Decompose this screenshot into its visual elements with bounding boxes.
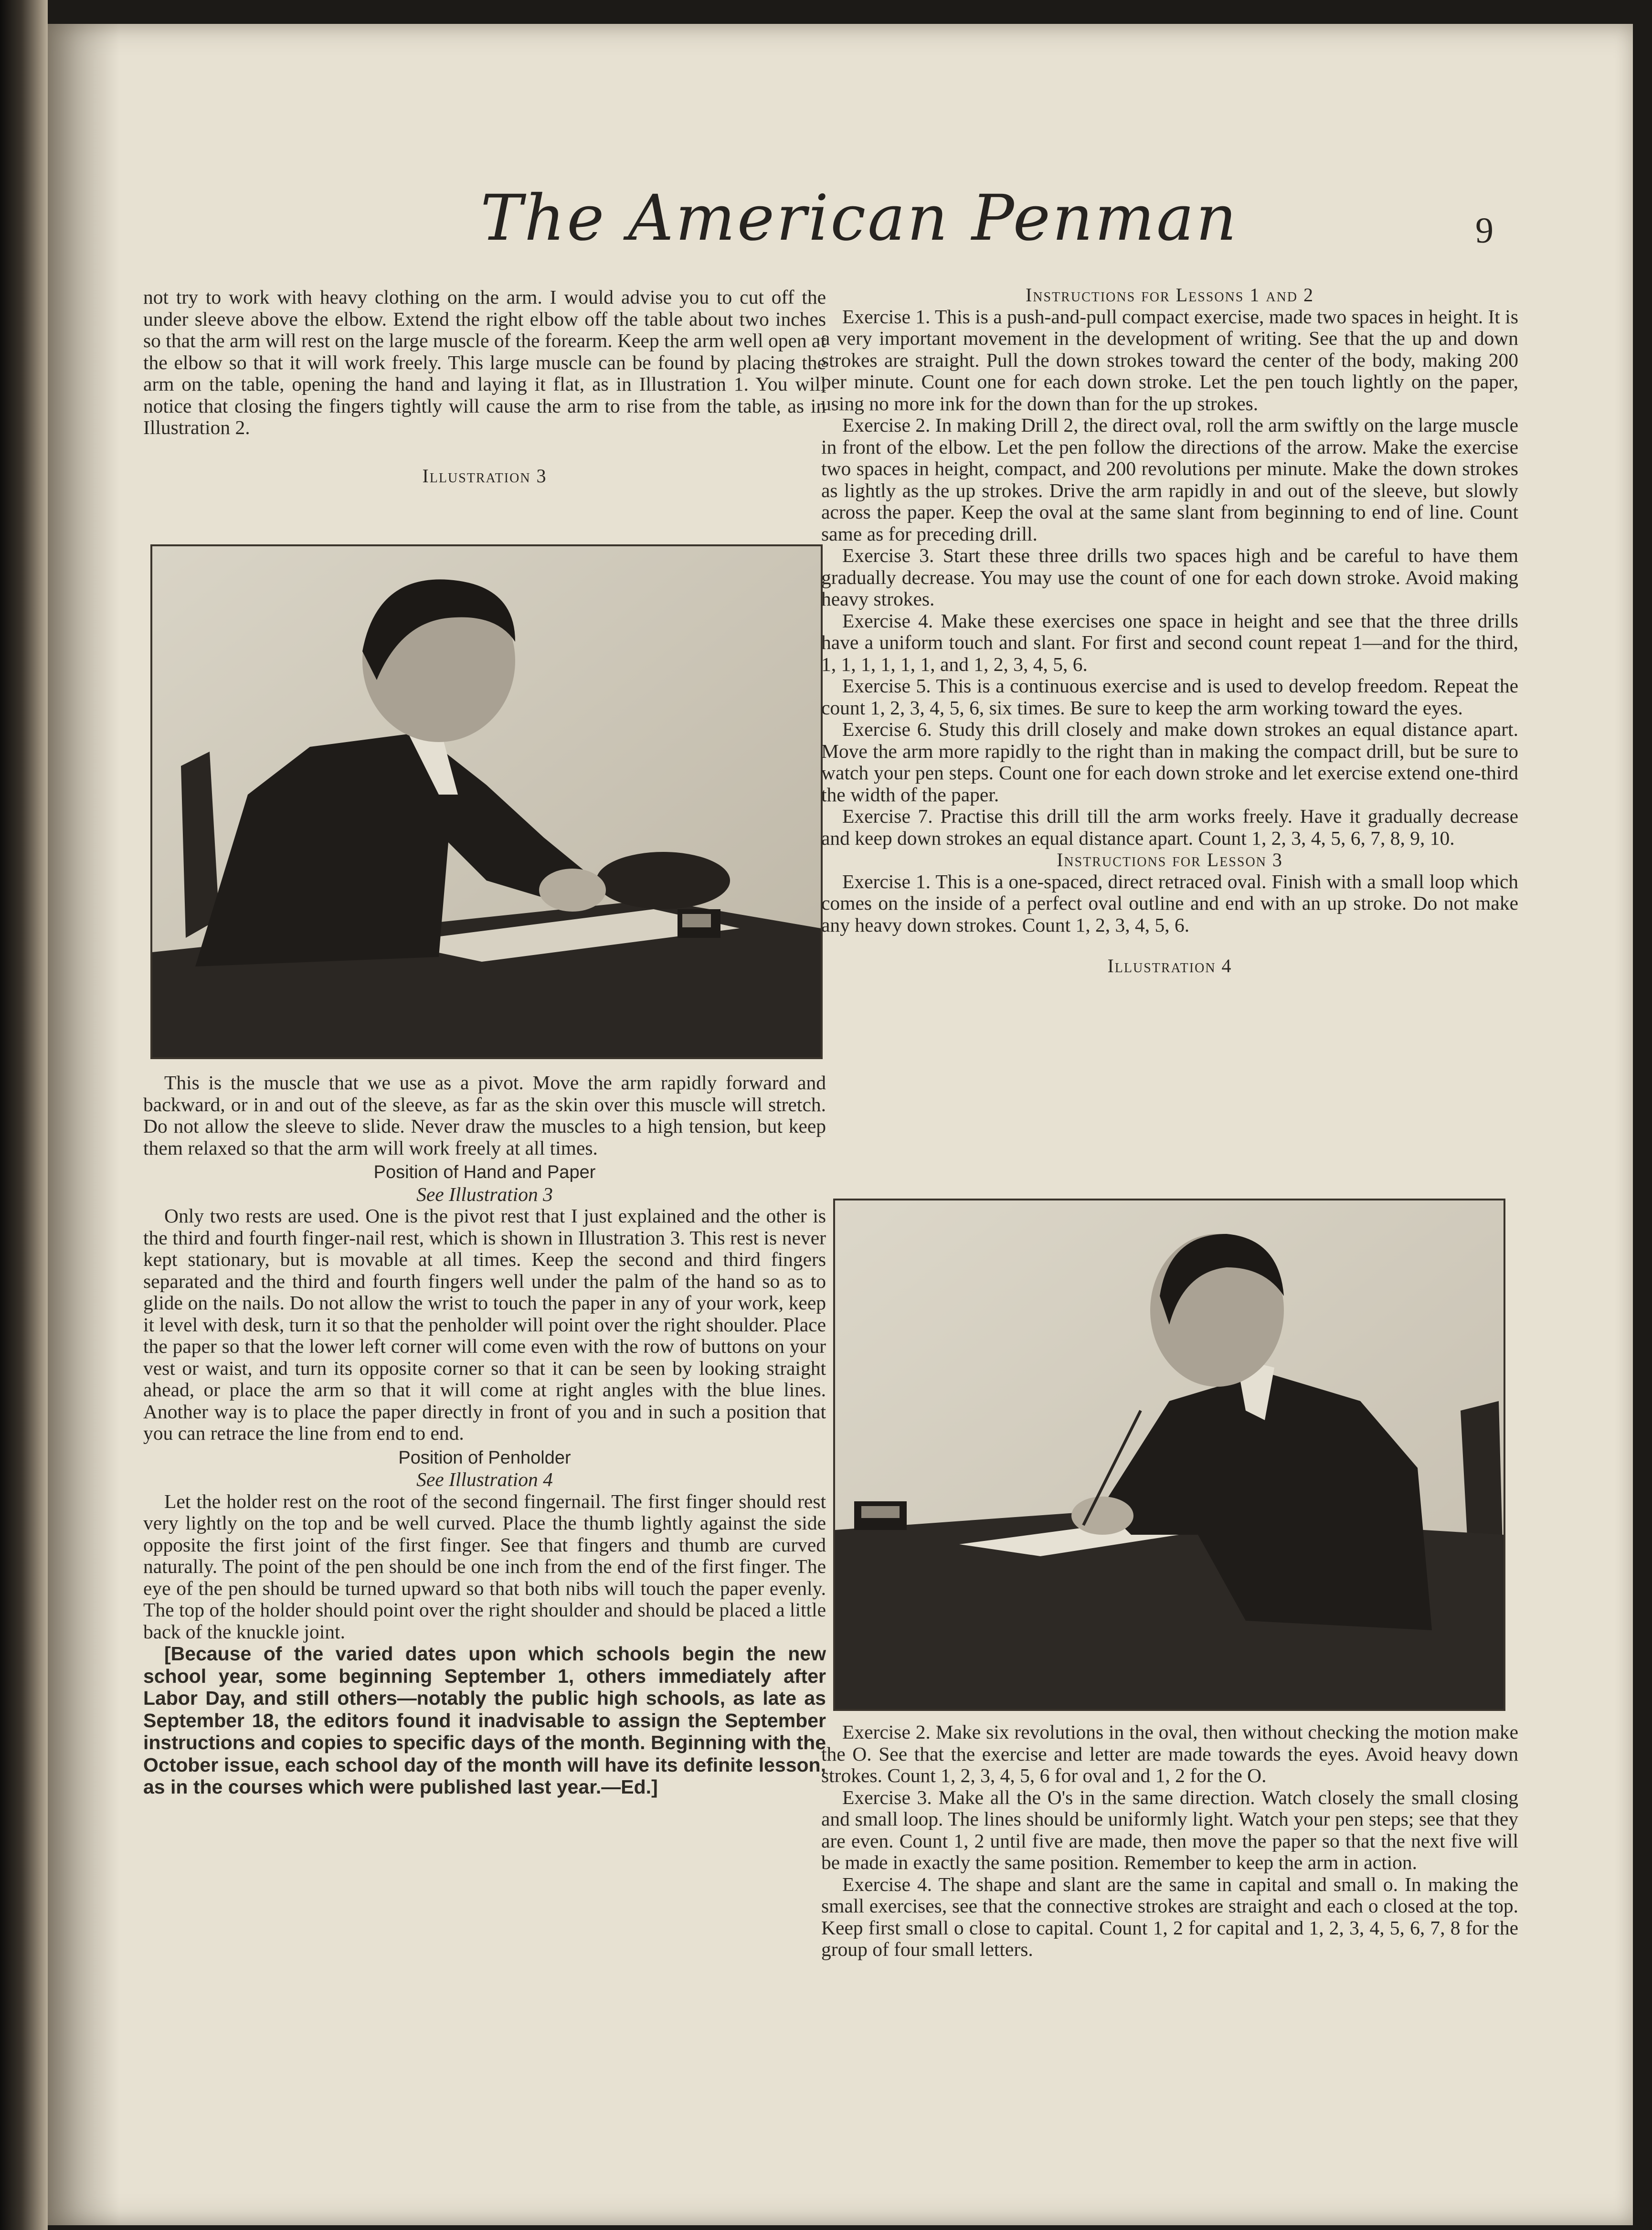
see-illustration-4: See Illustration 4 (416, 1468, 553, 1490)
heading-lessons-1-2: Instructions for Lessons 1 and 2 (1025, 284, 1314, 306)
exercise-1-paragraph: Exercise 1. This is a push-and-pull compact exercise, made two spaces in height. It is a very important movement in the development of writing. See that the up and down strokes are straight. Pull the down strokes toward the center of the body, making 200 per minute. Count one for each down stroke. Let the pen touch lightly on the paper, using no more ink for the down than for the up strokes. (821, 305, 1518, 414)
hand-paper-paragraph: Only two rests are used. One is the pivot rest that I just explained and the other is the third and fourth finger-nail rest, which is shown in Illustration 3. This rest is never kept stationary, but is movable at all times. Keep the second and third fingers separated and the third and fourth fingers well under the palm of the hand so as to glide on the nails. Do not allow the wrist to touch the paper in any of your work, keep it level with desk, turn it so that the penholder will point over the right shoulder. Place the paper so that the lower left corner will come even with the row of buttons on your vest or waist, and turn its opposite corner so that it can be seen by looking straight ahead, or place the arm so that it will come at right angles with the blue lines. Another way is to place the paper directly in front of you and in such a position that you can retrace the line from end to end. (143, 1205, 826, 1444)
penholder-paragraph: Let the holder rest on the root of the second fingernail. The first finger should rest very lightly on the top and be well curved. Place the thumb lightly against the side opposite the first joint of the first finger. See that fingers and thumb are curved naturally. The point of the pen should be one inch from the end of the first finger. The eye of the pen should be turned upward so that both nibs will touch the paper evenly. The top of the holder should point over the right shoulder and should be placed a little back of the knuckle joint. (143, 1490, 826, 1643)
right-column-lower (821, 1721, 1518, 1961)
lesson3-exercise-4-paragraph: Exercise 4. The shape and slant are the same in capital and small o. In making the small exercises, see that the connective strokes are straight and each o closed at the top. Keep first small o close to capital. Count 1, 2 for capital and 1, 2, 3, 4, 5, 6, 7, 8 for the group of four small letters. (821, 1873, 1518, 1960)
section-heading-hand-paper: Position of Hand and Paper (373, 1162, 596, 1182)
intro-paragraph: not try to work with heavy clothing on the arm. I would advise you to cut off the under sleeve above the elbow. Extend the right elbow off the table about two inches so that the arm will rest on the large muscle of the forearm. Keep the arm well open at the elbow so that it will work freely. This large muscle can be found by placing the arm on the table, opening the hand and laying it flat, as in Illustration 1. You will notice that closing the fingers tightly will cause the arm to rise from the table, as in Illustration 2. (143, 286, 826, 438)
see-illustration-3: See Illustration 3 (416, 1183, 553, 1205)
left-column-intro (143, 287, 826, 487)
page-edge-shadow (48, 24, 119, 2225)
illustration-4-label: Illustration 4 (1107, 955, 1232, 977)
illustration-3-label: Illustration 3 (422, 465, 547, 487)
editor-note: [Because of the varied dates upon which schools begin the new school year, some beginning September 1, others immediately after Labor Day, and still others—notably the public high schools, as late as September 18, the editors found it inadvisable to assign the September instructions and copies to specific days of the month. Beginning with the October issue, each school day of the month will have its definite lesson, as in the courses which were published last year.—Ed.] (143, 1643, 826, 1798)
exercise-7-paragraph: Exercise 7. Practise this drill till the arm works freely. Have it gradually decrease and keep down strokes an equal distance apart. Count 1, 2, 3, 4, 5, 6, 7, 8, 9, 10. (821, 805, 1518, 849)
illustration-3-photo (150, 544, 823, 1059)
exercise-5-paragraph: Exercise 5. This is a continuous exercise and is used to develop freedom. Repeat the count 1, 2, 3, 4, 5, 6, six times. Be sure to keep the arm working toward the eyes. (821, 675, 1518, 719)
exercise-3-paragraph: Exercise 3. Start these three drills two spaces high and be careful to have them gradually decrease. You may use the count of one for each down stroke. Avoid making heavy strokes. (821, 544, 1518, 610)
magazine-page (48, 24, 1633, 2225)
pivot-muscle-paragraph: This is the muscle that we use as a pivot. Move the arm rapidly forward and backward, or in and out of the sleeve, as far as the skin over this muscle will stretch. Do not allow the sleeve to slide. Never draw the muscles to a high tension, but keep them relaxed so that the arm will work freely at all times. (143, 1072, 826, 1159)
left-column-lower (143, 1072, 826, 1798)
exercise-4-paragraph: Exercise 4. Make these exercises one space in height and see that the three drills have a uniform touch and slant. For first and second count repeat 1—and for the third, 1, 1, 1, 1, 1, 1, and 1, 2, 3, 4, 5, 6. (821, 609, 1518, 675)
exercise-2-paragraph: Exercise 2. In making Drill 2, the direct oval, roll the arm swiftly on the large muscle in front of the elbow. Let the pen follow the directions of the arrow. Make the exercise two spaces in height, compact, and 200 revolutions per minute. Make the down strokes as lightly as the up strokes. Drive the arm rapidly in and out of the sleeve, but slowly across the paper. Keep the oval at the same slant from beginning to end of line. Count same as for preceding drill. (821, 414, 1518, 545)
lesson3-exercise-3-paragraph: Exercise 3. Make all the O's in the same direction. Watch closely the small closing and small loop. The lines should be uniformly light. Watch your pen steps; see that they are even. Count 1, 2 until five are made, then move the paper so that the next five will be made in exactly the same position. Remember to keep the arm in action. (821, 1786, 1518, 1873)
masthead-title: The American Penman (480, 181, 1239, 255)
section-heading-penholder: Position of Penholder (398, 1447, 571, 1468)
binding-gutter (0, 0, 48, 2230)
illustration-4-photo (833, 1199, 1505, 1711)
right-column-upper (821, 284, 1518, 977)
heading-lesson-3: Instructions for Lesson 3 (1057, 849, 1283, 871)
exercise-6-paragraph: Exercise 6. Study this drill closely and make down strokes an equal distance apart. Move the arm more rapidly to the right than in making the compact drill, but be sure to watch your pen steps. Count one for each down stroke and let exercise extend one-third the width of the paper. (821, 718, 1518, 806)
lesson3-exercise-2-paragraph: Exercise 2. Make six revolutions in the oval, then without checking the motion make the O. See that the exercise and letter are made towards the eyes. Avoid heavy down strokes. Count 1, 2, 3, 4, 5, 6 for oval and 1, 2 for the O. (821, 1721, 1518, 1786)
page-number: 9 (1475, 211, 1493, 251)
lesson3-exercise-1-paragraph: Exercise 1. This is a one-spaced, direct retraced oval. Finish with a small loop which comes on the inside of a perfect oval outline and end with an up stroke. Do not make any heavy down strokes. Count 1, 2, 3, 4, 5, 6. (821, 870, 1518, 936)
